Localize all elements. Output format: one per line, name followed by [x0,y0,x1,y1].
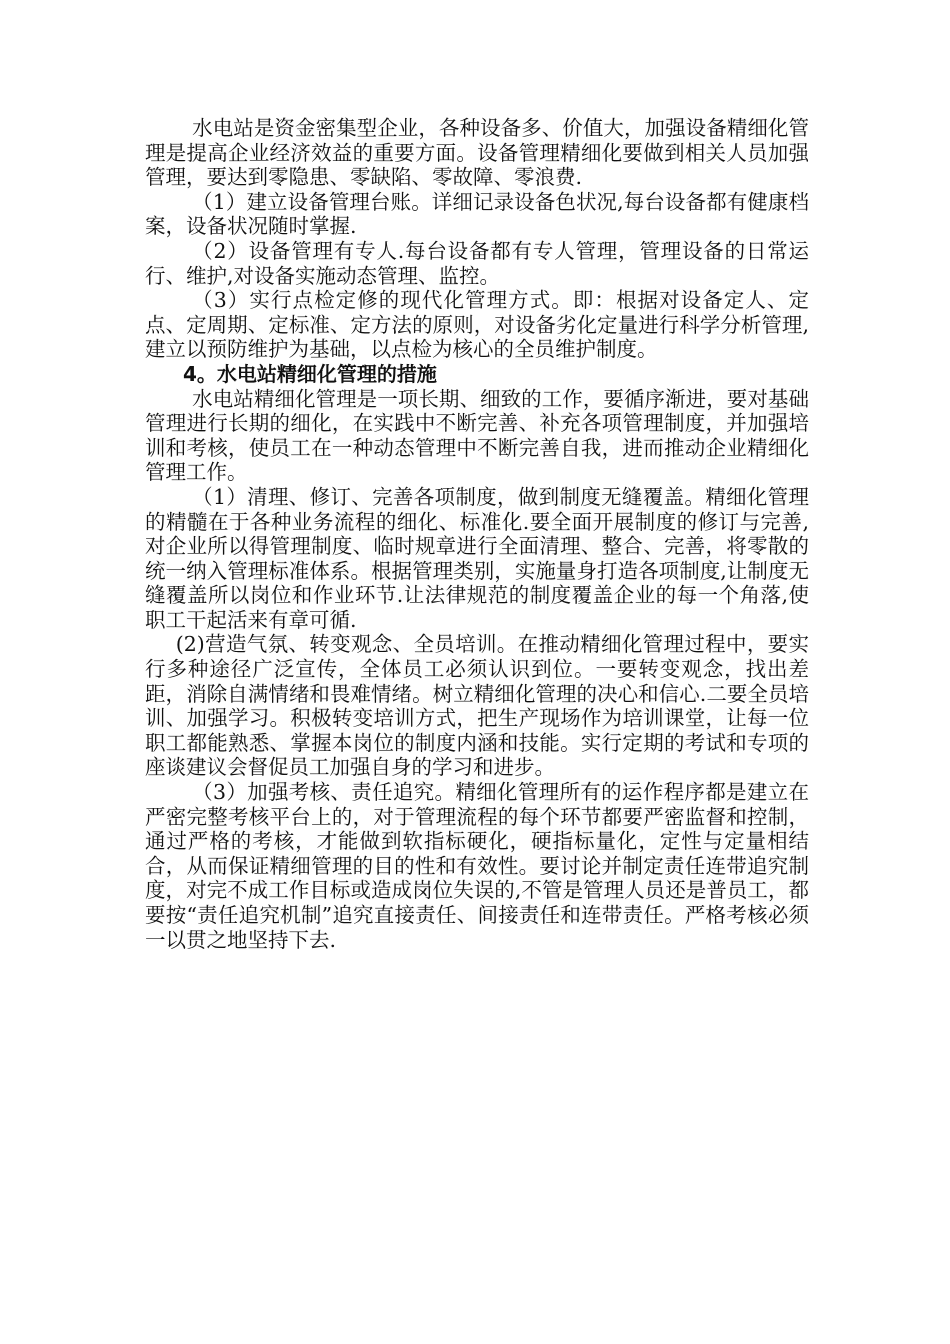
intro-item-1: （1）建立设备管理台账。详细记录设备色状况,每台设备都有健康档案，设备状况随时掌握. [145,189,809,239]
section-heading: 4。水电站精细化管理的措施 [183,361,437,386]
intro-paragraph: 水电站是资金密集型企业，各种设备多、价值大，加强设备精细化管理是提高企业经济效益的重要方面。设备管理精细化要做到相关人员加强管理，要达到零隐患、零缺陷、零故障、零浪费. [145,116,809,190]
document-body [145,116,809,952]
measure-item-2: (2)营造气氛、转变观念、全员培训。在推动精细化管理过程中，要实行多种途径广泛宣传，全体员工必须认识到位。一要转变观念，找出差距，消除自满情绪和畏难情绪。树立精细化管理的决心和信心.二要全员培训、加强学习。积极转变培训方式，把生产现场作为培训课堂，让每一位职工都能熟悉、掌握本岗位的制度内涵和技能。实行定期的考试和专项的座谈建议会督促员工加强自身的学习和进步。 [145,632,809,780]
section-intro-paragraph: 水电站精细化管理是一项长期、细致的工作，要循序渐进，要对基础管理进行长期的细化，在实践中不断完善、补充各项管理制度，并加强培训和考核，使员工在一种动态管理中不断完善自我，进而推动企业精细化管理工作。 [145,386,809,485]
intro-item-3: （3）实行点检定修的现代化管理方式。即：根据对设备定人、定点、定周期、定标准、定方法的原则，对设备劣化定量进行科学分析管理,建立以预防维护为基础，以点检为核心的全员维护制度。 [145,288,809,362]
measure-item-3: （3）加强考核、责任追究。精细化管理所有的运作程序都是建立在严密完整考核平台上的，对于管理流程的每个环节都要严密监督和控制，通过严格的考核，才能做到软指标硬化，硬指标量化，定性与定量相结合，从而保证精细管理的目的性和有效性。要讨论并制定责任连带追究制度，对完不成工作目标或造成岗位失误的,不管是管理人员还是普员工，都要按“责任追究机制”追究直接责任、间接责任和连带责任。严格考核必须一以贯之地坚持下去. [145,780,809,952]
intro-item-2: （2）设备管理有专人.每台设备都有专人管理，管理设备的日常运行、维护,对设备实施动态管理、监控。 [145,238,809,288]
measure-item-1: （1）清理、修订、完善各项制度，做到制度无缝覆盖。精细化管理的精髓在于各种业务流程的细化、标准化.要全面开展制度的修订与完善,对企业所以得管理制度、临时规章进行全面清理、整合、完善，将零散的统一纳入管理标准体系。根据管理类别，实施量身打造各项制度,让制度无缝覆盖所以岗位和作业环节.让法律规范的制度覆盖企业的每一个角落,使职工干起活来有章可循. [145,484,809,632]
